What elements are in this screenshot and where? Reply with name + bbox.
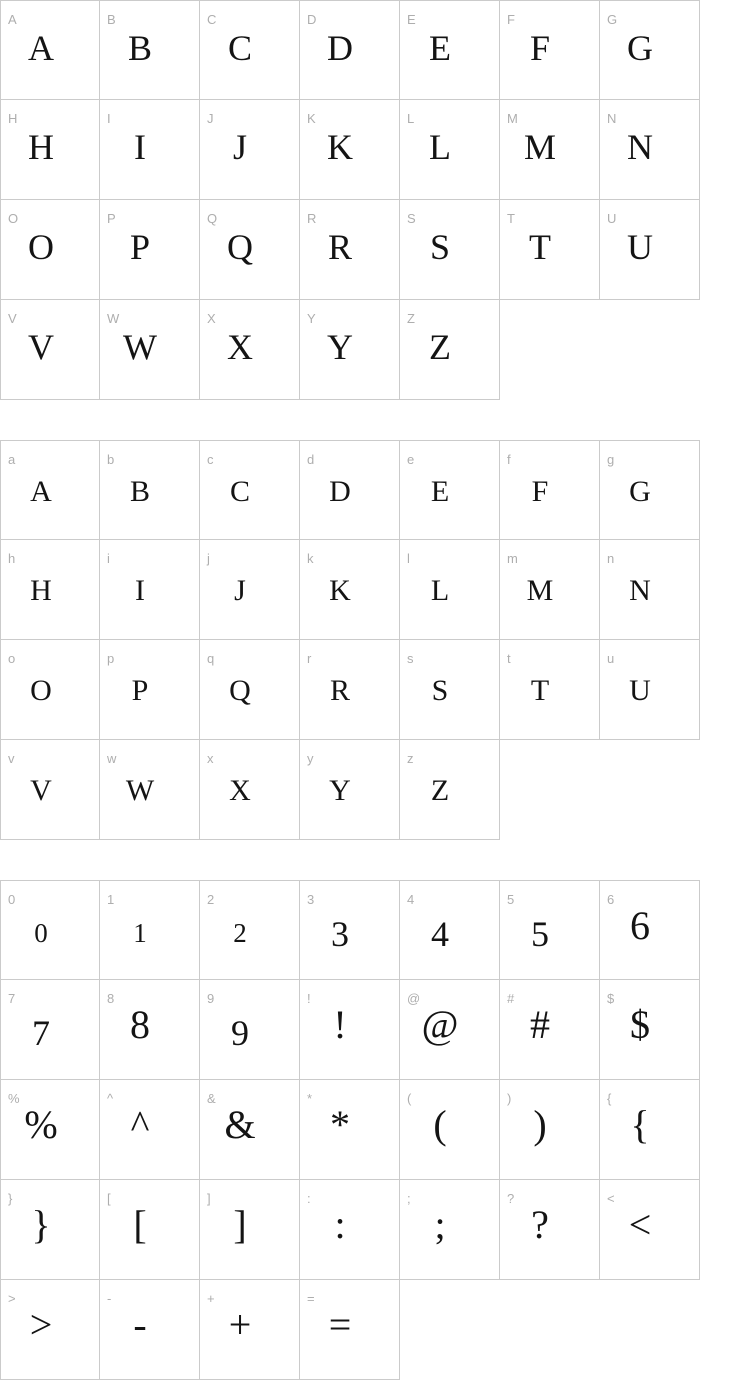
glyph: L xyxy=(430,574,450,607)
glyph: C xyxy=(229,475,250,508)
glyph: ( xyxy=(433,1102,447,1147)
glyph-cell-label: z xyxy=(407,751,414,766)
glyph-cell-label: P xyxy=(107,211,117,226)
glyph-cell-label: 4 xyxy=(407,892,415,907)
glyph-cell-label: L xyxy=(407,111,415,126)
glyph-cell xyxy=(600,100,700,200)
glyph: K xyxy=(329,574,351,607)
glyph-cell xyxy=(200,540,300,640)
glyph-cell xyxy=(500,880,600,980)
glyph-cell xyxy=(100,540,200,640)
symbols-glyph-grid xyxy=(0,880,740,1380)
glyph-box xyxy=(500,640,580,708)
glyph: M xyxy=(523,127,556,167)
glyph: D xyxy=(329,475,351,508)
glyph: R xyxy=(327,227,352,267)
glyph-cell-label: t xyxy=(507,651,512,666)
glyph-cell-label: y xyxy=(307,751,314,766)
glyph-cell xyxy=(300,100,400,200)
glyph: L xyxy=(429,127,451,167)
glyph-cell-label: q xyxy=(207,651,215,666)
glyph-cell-label: k xyxy=(307,551,314,566)
glyph-cell xyxy=(600,640,700,740)
glyph: G xyxy=(629,475,651,508)
glyph: 1 xyxy=(133,918,147,948)
glyph-cell xyxy=(200,880,300,980)
glyph: ! xyxy=(333,1002,347,1047)
glyph-cell xyxy=(0,1080,100,1180)
glyph-cell xyxy=(100,1080,200,1180)
glyph: + xyxy=(228,1302,252,1347)
glyph-cell xyxy=(500,540,600,640)
glyph-cell-label: U xyxy=(607,211,617,226)
glyph: Y xyxy=(329,774,351,807)
glyph-row xyxy=(0,1080,740,1180)
glyph-cell-label: Q xyxy=(207,211,218,226)
glyph-cell xyxy=(500,1180,600,1280)
glyph-cell xyxy=(400,200,500,300)
glyph-cell xyxy=(0,540,100,640)
glyph-box xyxy=(300,980,380,1048)
glyph: ] xyxy=(233,1202,247,1247)
glyph-cell-label: 3 xyxy=(307,892,315,907)
glyph-cell-label: K xyxy=(307,111,317,126)
glyph: * xyxy=(330,1102,350,1147)
glyph-cell xyxy=(600,440,700,540)
glyph: V xyxy=(30,774,52,807)
glyph-cell-label: } xyxy=(8,1191,13,1206)
glyph-box xyxy=(100,1280,180,1348)
glyph: E xyxy=(429,28,451,68)
glyph-cell-label: 1 xyxy=(107,892,115,907)
glyph-cell xyxy=(500,440,600,540)
glyph-cell xyxy=(0,980,100,1080)
glyph: 5 xyxy=(531,914,549,954)
glyph: S xyxy=(431,674,449,707)
glyph-box xyxy=(100,540,180,608)
glyph: A xyxy=(30,475,52,508)
glyph-cell-label: v xyxy=(8,751,15,766)
glyph-cell-label: m xyxy=(507,551,519,566)
glyph-cell-label: I xyxy=(107,111,112,126)
glyph-cell-label: n xyxy=(607,551,615,566)
glyph: I xyxy=(135,574,145,607)
glyph: N xyxy=(627,127,653,167)
glyph: ^ xyxy=(130,1102,150,1147)
glyph-cell xyxy=(500,1080,600,1180)
glyph: 3 xyxy=(331,914,349,954)
glyph-cell xyxy=(300,440,400,540)
glyph-cell xyxy=(100,640,200,740)
glyph-cell xyxy=(0,200,100,300)
glyph-cell-label: 7 xyxy=(8,991,16,1006)
glyph-cell xyxy=(500,200,600,300)
glyph-cell xyxy=(200,1080,300,1180)
glyph-cell-label: x xyxy=(207,751,214,766)
glyph-cell xyxy=(500,980,600,1080)
glyph-cell xyxy=(500,100,600,200)
glyph: 0 xyxy=(34,918,48,948)
glyph-cell-label: @ xyxy=(407,991,421,1006)
glyph: A xyxy=(28,28,54,68)
glyph: M xyxy=(526,574,554,607)
glyph-cell xyxy=(100,740,200,840)
glyph-cell-label: e xyxy=(407,452,415,467)
glyph-cell xyxy=(200,1280,300,1380)
glyph-cell-label: * xyxy=(307,1091,313,1106)
glyph-box xyxy=(400,1080,480,1148)
glyph-cell xyxy=(100,880,200,980)
glyph-cell-label: T xyxy=(507,211,516,226)
glyph: S xyxy=(429,227,451,267)
glyph-box xyxy=(400,1180,480,1248)
glyph: I xyxy=(134,127,146,167)
glyph-cell-label: Y xyxy=(307,311,317,326)
glyph: W xyxy=(123,327,157,367)
glyph-row xyxy=(0,0,740,100)
glyph-cell xyxy=(200,0,300,100)
glyph-row xyxy=(0,1180,740,1280)
glyph: Y xyxy=(327,327,353,367)
glyph-cell-label: H xyxy=(8,111,18,126)
glyph-cell xyxy=(100,1180,200,1280)
glyph-cell-label: M xyxy=(507,111,519,126)
uppercase-glyph-grid xyxy=(0,0,740,400)
glyph-cell-label: G xyxy=(607,12,618,27)
glyph-cell-label: % xyxy=(8,1091,21,1106)
glyph-box xyxy=(400,540,480,608)
glyph-cell-label: B xyxy=(107,12,117,27)
glyph-cell xyxy=(300,1280,400,1380)
glyph-cell xyxy=(0,1280,100,1380)
glyph: X xyxy=(227,327,253,367)
glyph-cell xyxy=(0,100,100,200)
glyph: H xyxy=(28,127,54,167)
glyph-cell xyxy=(100,440,200,540)
glyph-cell-label: & xyxy=(207,1091,217,1106)
glyph-cell-label: u xyxy=(607,651,615,666)
glyph-cell-label: # xyxy=(507,991,515,1006)
glyph-cell xyxy=(600,200,700,300)
glyph-cell-label: l xyxy=(407,551,411,566)
glyph: % xyxy=(24,1102,58,1147)
glyph: F xyxy=(531,475,549,508)
glyph-cell-label: g xyxy=(607,452,615,467)
glyph-cell xyxy=(400,1180,500,1280)
glyph: 6 xyxy=(630,903,650,948)
glyph-row xyxy=(0,740,740,840)
glyph-cell xyxy=(400,300,500,400)
glyph-cell-label: ( xyxy=(407,1091,412,1106)
glyph: G xyxy=(627,28,653,68)
glyph-box xyxy=(300,1180,380,1248)
glyph-cell xyxy=(100,0,200,100)
glyph-cell xyxy=(200,440,300,540)
glyph-cell xyxy=(600,0,700,100)
glyph-cell xyxy=(300,200,400,300)
glyph-cell xyxy=(500,0,600,100)
glyph-cell xyxy=(100,100,200,200)
glyph: < xyxy=(628,1202,652,1247)
glyph-cell-label: ; xyxy=(407,1191,412,1206)
glyph: @ xyxy=(421,1002,459,1047)
glyph: O xyxy=(30,674,52,707)
glyph-cell-label: C xyxy=(207,12,217,27)
glyph-cell xyxy=(0,440,100,540)
glyph: U xyxy=(629,674,651,707)
glyph: 2 xyxy=(233,918,247,948)
glyph-row xyxy=(0,100,740,200)
glyph-cell-label: 9 xyxy=(207,991,215,1006)
glyph-box xyxy=(100,100,180,168)
glyph-row xyxy=(0,200,740,300)
glyph-cell-label: E xyxy=(407,12,417,27)
glyph-row xyxy=(0,880,740,980)
glyph-box xyxy=(300,640,380,708)
glyph: } xyxy=(31,1202,51,1247)
glyph: > xyxy=(29,1302,53,1347)
glyph-cell xyxy=(400,740,500,840)
glyph: J xyxy=(234,574,246,607)
glyph: P xyxy=(129,227,151,267)
glyph: F xyxy=(529,28,551,68)
glyph-row xyxy=(0,540,740,640)
glyph: C xyxy=(227,28,252,68)
glyph-row xyxy=(0,640,740,740)
glyph-cell-label: N xyxy=(607,111,617,126)
glyph-cell xyxy=(300,1080,400,1180)
glyph-cell-label: $ xyxy=(607,991,615,1006)
glyph-cell-label: J xyxy=(207,111,214,126)
glyph-cell-label: R xyxy=(307,211,317,226)
glyph-cell-label: w xyxy=(107,751,117,766)
glyph-cell-label: Z xyxy=(407,311,416,326)
glyph: ) xyxy=(533,1102,547,1147)
glyph-cell-label: a xyxy=(8,452,16,467)
glyph-cell xyxy=(200,300,300,400)
glyph: : xyxy=(334,1202,346,1247)
glyph-cell-label: b xyxy=(107,452,115,467)
glyph-cell-label: D xyxy=(307,12,317,27)
glyph-cell-label: X xyxy=(207,311,217,326)
glyph-cell-label: f xyxy=(507,452,512,467)
glyph: # xyxy=(530,1002,550,1047)
glyph: 4 xyxy=(431,914,449,954)
glyph-row xyxy=(0,980,740,1080)
glyph-cell xyxy=(400,880,500,980)
glyph-cell-label: 0 xyxy=(8,892,16,907)
glyph-cell-label: r xyxy=(307,651,312,666)
glyph-row xyxy=(0,1280,740,1380)
glyph-cell-label: F xyxy=(507,12,516,27)
glyph-cell xyxy=(100,300,200,400)
glyph: [ xyxy=(133,1202,147,1247)
glyph-cell xyxy=(600,1180,700,1280)
glyph: R xyxy=(329,674,350,707)
glyph-cell xyxy=(600,880,700,980)
glyph-cell-label: 6 xyxy=(607,892,615,907)
glyph-cell xyxy=(300,980,400,1080)
glyph: H xyxy=(30,574,52,607)
glyph-cell-label: = xyxy=(307,1291,316,1306)
glyph-row xyxy=(0,440,740,540)
glyph-cell xyxy=(400,540,500,640)
glyph-cell xyxy=(0,1180,100,1280)
glyph: Z xyxy=(430,774,450,807)
glyph-cell xyxy=(200,740,300,840)
glyph-cell xyxy=(400,1080,500,1180)
glyph-cell xyxy=(200,200,300,300)
glyph-cell xyxy=(200,980,300,1080)
glyph: P xyxy=(131,674,149,707)
glyph: T xyxy=(530,674,550,707)
glyph-cell-label: O xyxy=(8,211,19,226)
glyph-cell xyxy=(400,440,500,540)
glyph: U xyxy=(627,227,653,267)
glyph: J xyxy=(232,127,247,167)
lowercase-glyph-grid xyxy=(0,440,740,840)
glyph: N xyxy=(629,574,651,607)
glyph: B xyxy=(129,475,150,508)
glyph: Z xyxy=(429,327,451,367)
glyph-cell-label: p xyxy=(107,651,115,666)
glyph-cell xyxy=(600,1080,700,1180)
glyph-cell-label: ] xyxy=(207,1191,212,1206)
glyph: O xyxy=(28,227,54,267)
glyph-cell xyxy=(500,640,600,740)
glyph-cell xyxy=(300,880,400,980)
glyph-cell xyxy=(200,1180,300,1280)
glyph-cell-label: o xyxy=(8,651,16,666)
glyph-cell-label: < xyxy=(607,1191,616,1206)
glyph-cell xyxy=(300,1180,400,1280)
glyph-cell-label: 5 xyxy=(507,892,515,907)
glyph-cell-label: s xyxy=(407,651,414,666)
glyph-cell xyxy=(0,300,100,400)
glyph: K xyxy=(327,127,353,167)
glyph-cell xyxy=(300,640,400,740)
glyph: X xyxy=(229,774,251,807)
glyph-cell xyxy=(300,300,400,400)
glyph: D xyxy=(327,28,353,68)
glyph: ; xyxy=(434,1202,446,1247)
glyph-cell xyxy=(300,540,400,640)
glyph-cell-label: j xyxy=(207,551,211,566)
glyph-cell-label: [ xyxy=(107,1191,112,1206)
glyph-cell xyxy=(400,100,500,200)
glyph: 8 xyxy=(130,1002,150,1047)
glyph-box xyxy=(500,1080,580,1148)
glyph-cell-label: ^ xyxy=(107,1091,114,1106)
glyph: 9 xyxy=(231,1013,249,1053)
glyph-cell xyxy=(300,740,400,840)
glyph-cell-label: V xyxy=(8,311,18,326)
glyph-cell xyxy=(600,540,700,640)
glyph-cell xyxy=(400,980,500,1080)
glyph-box xyxy=(200,540,280,608)
glyph-cell-label: ! xyxy=(307,991,312,1006)
glyph: B xyxy=(127,28,152,68)
glyph: - xyxy=(133,1302,147,1347)
glyph: $ xyxy=(630,1002,650,1047)
glyph-box xyxy=(100,1180,180,1248)
glyph-cell xyxy=(200,640,300,740)
glyph-cell xyxy=(100,200,200,300)
glyph-cell xyxy=(0,740,100,840)
glyph-cell-label: 8 xyxy=(107,991,115,1006)
glyph-cell xyxy=(600,980,700,1080)
glyph: V xyxy=(28,327,54,367)
glyph-cell-label: : xyxy=(307,1191,312,1206)
glyph-cell-label: c xyxy=(207,452,214,467)
glyph-box xyxy=(600,1080,680,1148)
glyph-cell-label: S xyxy=(407,211,417,226)
glyph-cell-label: + xyxy=(207,1291,216,1306)
glyph: W xyxy=(125,774,155,807)
glyph-cell xyxy=(0,880,100,980)
glyph: ? xyxy=(531,1202,549,1247)
glyph: T xyxy=(529,227,551,267)
glyph-cell xyxy=(200,100,300,200)
glyph-cell-label: 2 xyxy=(207,892,215,907)
glyph-cell-label: ? xyxy=(507,1191,515,1206)
glyph: Q xyxy=(229,674,251,707)
glyph-cell-label: ) xyxy=(507,1091,512,1106)
glyph-cell-label: d xyxy=(307,452,315,467)
glyph-cell-label: i xyxy=(107,551,111,566)
glyph: E xyxy=(430,475,450,508)
glyph-cell xyxy=(300,0,400,100)
glyph: { xyxy=(630,1102,650,1147)
glyph-cell xyxy=(0,640,100,740)
glyph: = xyxy=(328,1302,352,1347)
glyph-cell-label: h xyxy=(8,551,16,566)
glyph-row xyxy=(0,300,740,400)
glyph: Q xyxy=(227,227,253,267)
glyph-cell-label: W xyxy=(107,311,120,326)
glyph: 7 xyxy=(32,1013,50,1053)
glyph-cell xyxy=(100,980,200,1080)
glyph: & xyxy=(224,1102,256,1147)
glyph-cell-label: { xyxy=(607,1091,612,1106)
glyph-cell-label: > xyxy=(8,1291,17,1306)
glyph-cell-label: - xyxy=(107,1291,112,1306)
glyph-cell xyxy=(0,0,100,100)
glyph-cell xyxy=(400,640,500,740)
glyph-box xyxy=(500,441,580,509)
glyph-box xyxy=(1,1180,81,1248)
glyph-cell xyxy=(100,1280,200,1380)
glyph-cell xyxy=(400,0,500,100)
glyph-box xyxy=(200,1180,280,1248)
glyph-cell-label: A xyxy=(8,12,18,27)
